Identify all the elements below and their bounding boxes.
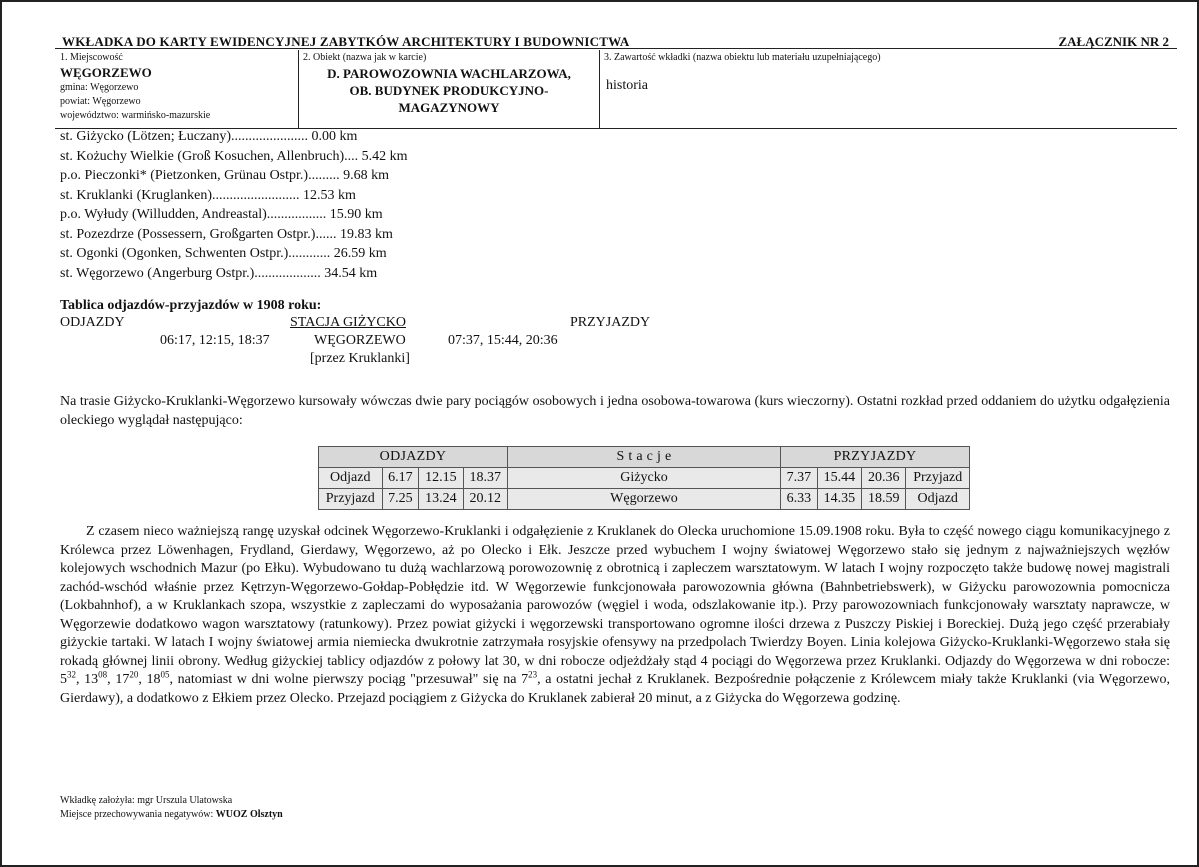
history-paragraph <box>60 523 1170 708</box>
table-row <box>319 468 970 489</box>
header-divider <box>55 48 1177 49</box>
cell: 20.12 <box>463 489 507 510</box>
time: 17 <box>115 672 130 687</box>
intro-paragraph <box>60 393 1170 430</box>
time-minutes: 20 <box>129 669 139 680</box>
station-item: st. Ogonki (Ogonken, Schwenten Ostpr.)............ 26.59 km <box>60 246 387 261</box>
object-name-line1: D. PAROWOZOWNIA WACHLARZOWA, <box>327 66 571 81</box>
cell: Przyjazd <box>319 489 383 510</box>
locality-label: 1. Miejscowość <box>60 52 123 63</box>
arrivals-heading: PRZYJAZDY <box>570 315 651 330</box>
departures-heading: ODJAZDY <box>60 315 125 330</box>
cell: 7.37 <box>781 468 818 489</box>
station-item: st. Kożuchy Wielkie (Groß Kosuchen, Allenbruch).... 5.42 km <box>60 148 408 164</box>
cell: 15.44 <box>817 468 861 489</box>
col-arrivals: PRZYJAZDY <box>781 447 970 468</box>
time: 7 <box>521 672 529 687</box>
object-name-line3: MAGAZYNOWY <box>398 100 500 115</box>
timetable-header <box>319 447 970 468</box>
col-departures: ODJAZDY <box>319 447 508 468</box>
gmina: gmina: Węgorzewo <box>60 82 139 93</box>
time-minutes: 08 <box>98 669 108 680</box>
cell: Przyjazd <box>906 468 970 489</box>
cell: 18.59 <box>862 489 906 510</box>
author-name: mgr Urszula Ulatowska <box>137 795 233 806</box>
cell: 14.35 <box>817 489 861 510</box>
time: 13 <box>84 672 99 687</box>
author-line <box>60 794 283 808</box>
content-label: 3. Zawartość wkładki (nazwa obiektu lub materiału uzupełniającego) <box>604 52 881 63</box>
locality-name: WĘGORZEWO <box>60 65 152 80</box>
arrival-times: 07:37, 15:44, 20:36 <box>448 333 558 348</box>
content-value: historia <box>606 78 648 93</box>
station-item: p.o. Wyłudy (Willudden, Andreastal)................. 15.90 km <box>60 207 383 222</box>
time-minutes: 32 <box>67 669 76 680</box>
wojewodztwo: województwo: warmińsko-mazurskie <box>60 110 211 121</box>
destination: WĘGORZEWO <box>314 333 406 348</box>
intro-text: Na trasie Giżycko-Kruklanki-Węgorzewo kursowały wówczas dwie pary pociągów osobowych i jedna osobowa-towarowa (kurs wieczorny). Ostatni rozkład przed oddaniem do użytku odgałęzienia oleckiego wyglądał następująco: <box>60 394 1170 428</box>
attachment-label: ZAŁĄCZNIK NR 2 <box>1058 34 1169 49</box>
text-run: Z czasem nieco ważniejszą rangę uzyskał odcinek Węgorzewo-Kruklanki i odgałęzienie z Kruklanek do Olecka uruchomione 15.09.1908 roku. Była to część nowego ciągu komunikacyjnego z Królewca przez Löwenhagen, Frydland, Gierdawy, Węgorzewo, aż po Olecko i Ełk. Jeszcze przed wybuchem I wojny światowej Węgorzewo stało się jednym z najważniejszych węzłów kolejowych wschodnich Mazur (po Ełku). Wybudowano tu dużą wachlarzową porowozownię z obrotnicą i zapleczem warsztatowym. W latach I wojny rozpoczęto także budowę nowej magistrali zachód-wschód właśnie przez Kętrzyn-Węgorzewo-Gołdap-Pobłędzie itd. W Węgorzewie funkcjonowała parowozownia główna (Bahnbetriebswerk), w Giżycku parowozownia pomocnicza (Lokbahnhof), a w Kruklankach szopa, wszystkie z zapleczami do wyposażania parowozów (węgiel i woda, odszlakowanie itp.). Przy parowozowniach funkcjonowały warsztaty naprawcze, w Węgorzewie dodatkowo wagon warsztatowy (ratunkowy). Przez powiat giżycki i węgorzewski transportowano ogromne ilości drzewa z Puszczy Piskiej i Boreckiej. Dużą jego część przerabiały giżyckie tartaki. W latach I wojny światowej armia niemiecka dwukrotnie zatrzymała rosyjskie ofensywy na przedpolach Twierdzy Boyen. Linia kolejowa Giżycko-Kruklanki-Węgorzewo stała się rokadą głównej linii obrony. Według giżyckiej tablicy odjazdów z połowy lat 30, w dni robocze odjeżdżały stąd 4 pociągi do Węgorzewa przez Kruklanki. Odjazdy do Węgorzewa w dni robocze: <box>60 524 1170 669</box>
object-name-line2: OB. BUDYNEK PRODUKCYJNO- <box>349 83 549 98</box>
powiat: powiat: Węgorzewo <box>60 96 141 107</box>
cell: 13.24 <box>419 489 463 510</box>
departure-times: 06:17, 12:15, 18:37 <box>160 333 270 348</box>
cell: Odjazd <box>319 468 383 489</box>
cell: 6.17 <box>382 468 419 489</box>
timetable-1908-title: Tablica odjazdów-przyjazdów w 1908 roku: <box>60 298 322 313</box>
station-item: st. Węgorzewo (Angerburg Ostpr.)................... 34.54 km <box>60 265 378 281</box>
station-item: p.o. Pieczonki* (Pietzonken, Grünau Ostpr.)......... 9.68 km <box>60 168 389 183</box>
col-stations: S t a c j e <box>508 447 781 468</box>
negatives-location: WUOZ Olsztyn <box>215 809 283 820</box>
station-item: st. Giżycko (Lötzen; Łuczany)...................... 0.00 km <box>60 129 358 144</box>
station-list <box>60 127 408 283</box>
page-title: WKŁADKA DO KARTY EWIDENCYJNEJ ZABYTKÓW ARCHITEKTURY I BUDOWNICTWA <box>62 34 630 49</box>
timetable <box>318 446 970 510</box>
text-run: , natomiast w dni wolne pierwszy pociąg "przesuwał" się na <box>169 672 522 687</box>
history-text: Z czasem nieco ważniejszą rangę uzyskał odcinek Węgorzewo-Kruklanki i odgałęzienie z Kruklanek do Olecka uruchomione 15.09.1908 roku. Była to część nowego ciągu komunikacyjnego z Królewca przez Löwenhagen, Frydland, Gierdawy, Węgorzewo, aż po Olecko i Ełk. Jeszcze przed wybuchem I wojny światowej Węgorzewo stało się jednym z najważniejszych węzłów kolejowych wschodnich Mazur (po Ełku). Wybudowano tu dużą wachlarzową porowozownię z obrotnicą i zapleczem warsztatowym. W latach I wojny rozpoczęto także budowę nowej magistrali zachód-wschód właśnie przez Kętrzyn-Węgorzewo-Gołdap-Pobłędzie itd. W Węgorzewie funkcjonowała parowozownia główna (Bahnbetriebswerk), w Giżycku parowozownia pomocnicza (Lokbahnhof), a w Kruklankach szopa, wszystkie z zapleczami do wyposażania parowozów (węgiel i woda, odszlakowanie itp.). Przy parowozowniach funkcjonowały warsztaty naprawcze, w Węgorzewie dodatkowo wagon warsztatowy (ratunkowy). Przez powiat giżycki i węgorzewski transportowano ogromne ilości drzewa z Puszczy Piskiej i Boreckiej. Dużą jego część przerabiały giżyckie tartaki. W latach I wojny światowej armia niemiecka dwukrotnie zatrzymała rosyjskie ofensywy na przedpolach Twierdzy Boyen. Linia kolejowa Giżycko-Kruklanki-Węgorzewo stała się rokadą głównej linii obrony. Według giżyckiej tablicy odjazdów z połowy lat 30, w dni robocze odjeżdżały stąd 4 pociągi do Węgorzewa przez Kruklanki. Odjazdy do Węgorzewa w dni robocze: $5^{32}$, $13^{08}$, $17^{20}$, $18^{05}$, natomiast w dni wolne pierwszy pociąg "przesuwał" się na $7^{23}$, a ostatni jechał z Kruklanek. Bezpośrednie połączenie z Królewcem miały także Kruklanki (via Węgorzewo, Gierdawy), a dodatkowo z Ełkiem przez Olecko. Przejazd pociągiem z Giżycka do Kruklanek zabierał 20 minut, a z Giżycka do Węgorzewa godzinę. <box>60 524 1171 706</box>
content-box <box>600 50 1177 129</box>
station-item: st. Pozezdrze (Possessern, Großgarten Ostpr.)...... 19.83 km <box>60 226 393 242</box>
table-row <box>319 489 970 510</box>
station-heading: STACJA GIŻYCKO <box>290 315 406 330</box>
author-label: Wkładkę założyła: <box>60 795 138 806</box>
cell: Węgorzewo <box>508 489 781 510</box>
cell: 18.37 <box>463 468 507 489</box>
cell: Giżycko <box>508 468 781 489</box>
time-minutes: 23 <box>528 669 538 680</box>
object-name <box>299 65 599 116</box>
object-label: 2. Obiekt (nazwa jak w karcie) <box>303 52 427 63</box>
time: 18 <box>146 672 161 687</box>
negatives-line <box>60 808 283 822</box>
text-run: , a ostatni jechał z Kruklanek. Bezpośrednie połączenie z Królewcem miały także Kruklanki (via Węgorzewo, Gierdawy), a dodatkowo z Ełkiem przez Olecko. Przejazd pociągiem z Giżycka do Kruklanek zabierał 20 minut, a z Giżycka do Węgorzewa godzinę. <box>60 672 1171 706</box>
station-item: st. Kruklanki (Kruglanken)......................... 12.53 km <box>60 187 356 203</box>
route-via: [przez Kruklanki] <box>310 351 410 366</box>
cell: 12.15 <box>419 468 463 489</box>
footer <box>60 794 283 822</box>
time: 5 <box>60 672 67 687</box>
cell: 6.33 <box>781 489 818 510</box>
cell: 20.36 <box>862 468 906 489</box>
cell: 7.25 <box>382 489 419 510</box>
locality-box <box>55 50 299 129</box>
object-box <box>299 50 600 129</box>
cell: Odjazd <box>906 489 970 510</box>
negatives-label: Miejsce przechowywania negatywów: <box>60 809 216 820</box>
time-minutes: 05 <box>160 669 170 680</box>
